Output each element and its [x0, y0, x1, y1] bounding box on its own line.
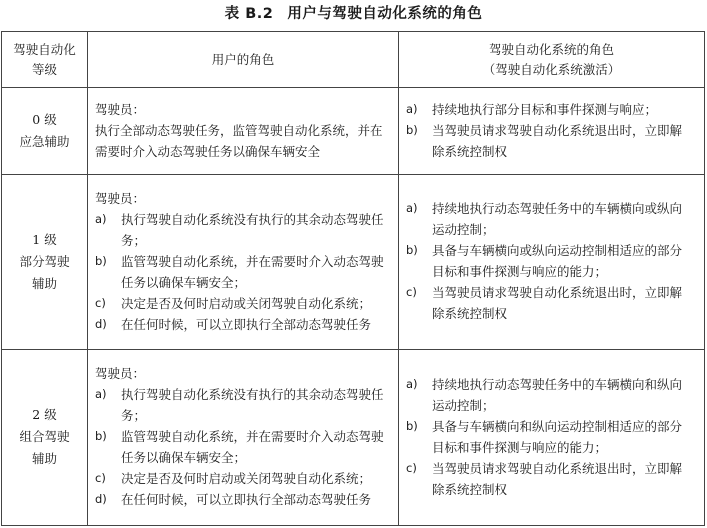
- user-role-cell: [88, 349, 399, 525]
- header-level: [2, 32, 88, 88]
- item-text: 当驾驶员请求驾驶自动化系统退出时，立即解除系统控制权: [432, 122, 683, 159]
- item-marker: b): [95, 429, 107, 444]
- user-role-cell: [88, 88, 399, 175]
- item-marker: a): [406, 101, 418, 116]
- level-cell: [2, 174, 88, 349]
- item-text: 具备与车辆横向或纵向运动控制相适应的部分目标和事件探测与响应的能力；: [432, 243, 683, 280]
- list-item: [95, 468, 388, 489]
- item-marker: b): [95, 253, 107, 268]
- item-text: 持续地执行动态驾驶任务中的车辆横向或纵向运动控制；: [432, 201, 683, 238]
- item-text: 在任何时候，可以立即执行全部动态驾驶任务: [121, 492, 372, 508]
- level-line: 组合驾驶: [19, 429, 70, 445]
- item-text: 当驾驶员请求驾驶自动化系统退出时，立即解除系统控制权: [432, 460, 683, 497]
- system-role-cell: [399, 174, 705, 349]
- item-text: 执行驾驶自动化系统没有执行的其余动态驾驶任务；: [121, 211, 384, 248]
- header-system-role: [399, 32, 705, 88]
- table-row: [2, 174, 705, 349]
- list-item: [95, 426, 388, 468]
- list-item: [406, 282, 694, 324]
- header-system-role-line: 驾驶自动化系统的角色: [488, 41, 614, 57]
- user-role-heading: 驾驶员：: [95, 101, 146, 117]
- table-title-text: 用户与驾驶自动化系统的角色: [287, 6, 483, 22]
- user-role-text: 执行全部动态驾驶任务，监管驾驶自动化系统，并在需要时介入动态驾驶任务以确保车辆安全: [95, 122, 383, 159]
- header-level-line: 驾驶自动化: [13, 41, 76, 57]
- item-marker: a): [406, 376, 418, 391]
- list-item: [406, 99, 694, 120]
- list-item: [406, 416, 694, 458]
- item-marker: c): [95, 295, 106, 310]
- list-item: [95, 251, 388, 293]
- item-text: 执行驾驶自动化系统没有执行的其余动态驾驶任务；: [121, 387, 384, 424]
- user-role-heading: 驾驶员：: [95, 366, 146, 382]
- list-item: [406, 458, 694, 500]
- list-item: [95, 384, 388, 426]
- item-marker: a): [95, 387, 107, 402]
- header-system-role-line: （驾驶自动化系统激活）: [482, 61, 621, 77]
- item-text: 决定是否及何时启动或关闭驾驶自动化系统；: [121, 295, 372, 311]
- item-text: 监管驾驶自动化系统，并在需要时介入动态驾驶任务以确保车辆安全；: [121, 253, 384, 290]
- level-line: 0 级: [32, 111, 57, 127]
- item-marker: d): [95, 316, 107, 331]
- item-marker: a): [406, 201, 418, 216]
- roles-table: [1, 31, 705, 526]
- item-marker: c): [406, 460, 417, 475]
- list-item: [406, 120, 694, 162]
- list-item: [95, 293, 388, 314]
- level-line: 应急辅助: [19, 133, 70, 149]
- table-title: [0, 2, 707, 26]
- item-text: 决定是否及何时启动或关闭驾驶自动化系统；: [121, 471, 372, 487]
- item-marker: c): [406, 285, 417, 300]
- list-item: [406, 198, 694, 240]
- item-text: 在任何时候，可以立即执行全部动态驾驶任务: [121, 316, 372, 332]
- level-line: 辅助: [31, 451, 57, 467]
- list-item: [95, 314, 388, 335]
- item-marker: b): [406, 243, 418, 258]
- list-item: [95, 209, 388, 251]
- system-role-cell: [399, 349, 705, 525]
- header-user-role: 用户的角色: [88, 32, 399, 88]
- item-text: 持续地执行动态驾驶任务中的车辆横向和纵向运动控制；: [432, 376, 683, 413]
- level-cell: [2, 88, 88, 175]
- level-cell: [2, 349, 88, 525]
- item-marker: b): [406, 122, 418, 137]
- user-role-heading: 驾驶员：: [95, 190, 146, 206]
- table-header-row: [2, 32, 705, 88]
- level-line: 部分驾驶: [19, 253, 70, 269]
- system-role-cell: [399, 88, 705, 175]
- item-marker: c): [95, 471, 106, 486]
- item-text: 持续地执行部分目标和事件探测与响应；: [432, 101, 658, 117]
- item-marker: a): [95, 211, 107, 226]
- item-text: 当驾驶员请求驾驶自动化系统退出时，立即解除系统控制权: [432, 285, 683, 322]
- table-row: [2, 88, 705, 175]
- list-item: [406, 240, 694, 282]
- item-text: 具备与车辆横向和纵向运动控制相适应的部分目标和事件探测与响应的能力；: [432, 418, 683, 455]
- item-text: 监管驾驶自动化系统，并在需要时介入动态驾驶任务以确保车辆安全；: [121, 429, 384, 466]
- list-item: [95, 489, 388, 510]
- level-line: 辅助: [31, 275, 57, 291]
- level-line: 2 级: [32, 407, 57, 423]
- table-row: [2, 349, 705, 525]
- user-role-cell: [88, 174, 399, 349]
- list-item: [406, 374, 694, 416]
- item-marker: b): [406, 418, 418, 433]
- header-level-line: 等级: [31, 61, 57, 77]
- item-marker: d): [95, 492, 107, 507]
- level-line: 1 级: [32, 231, 57, 247]
- table-title-label: 表 B.2: [224, 6, 274, 22]
